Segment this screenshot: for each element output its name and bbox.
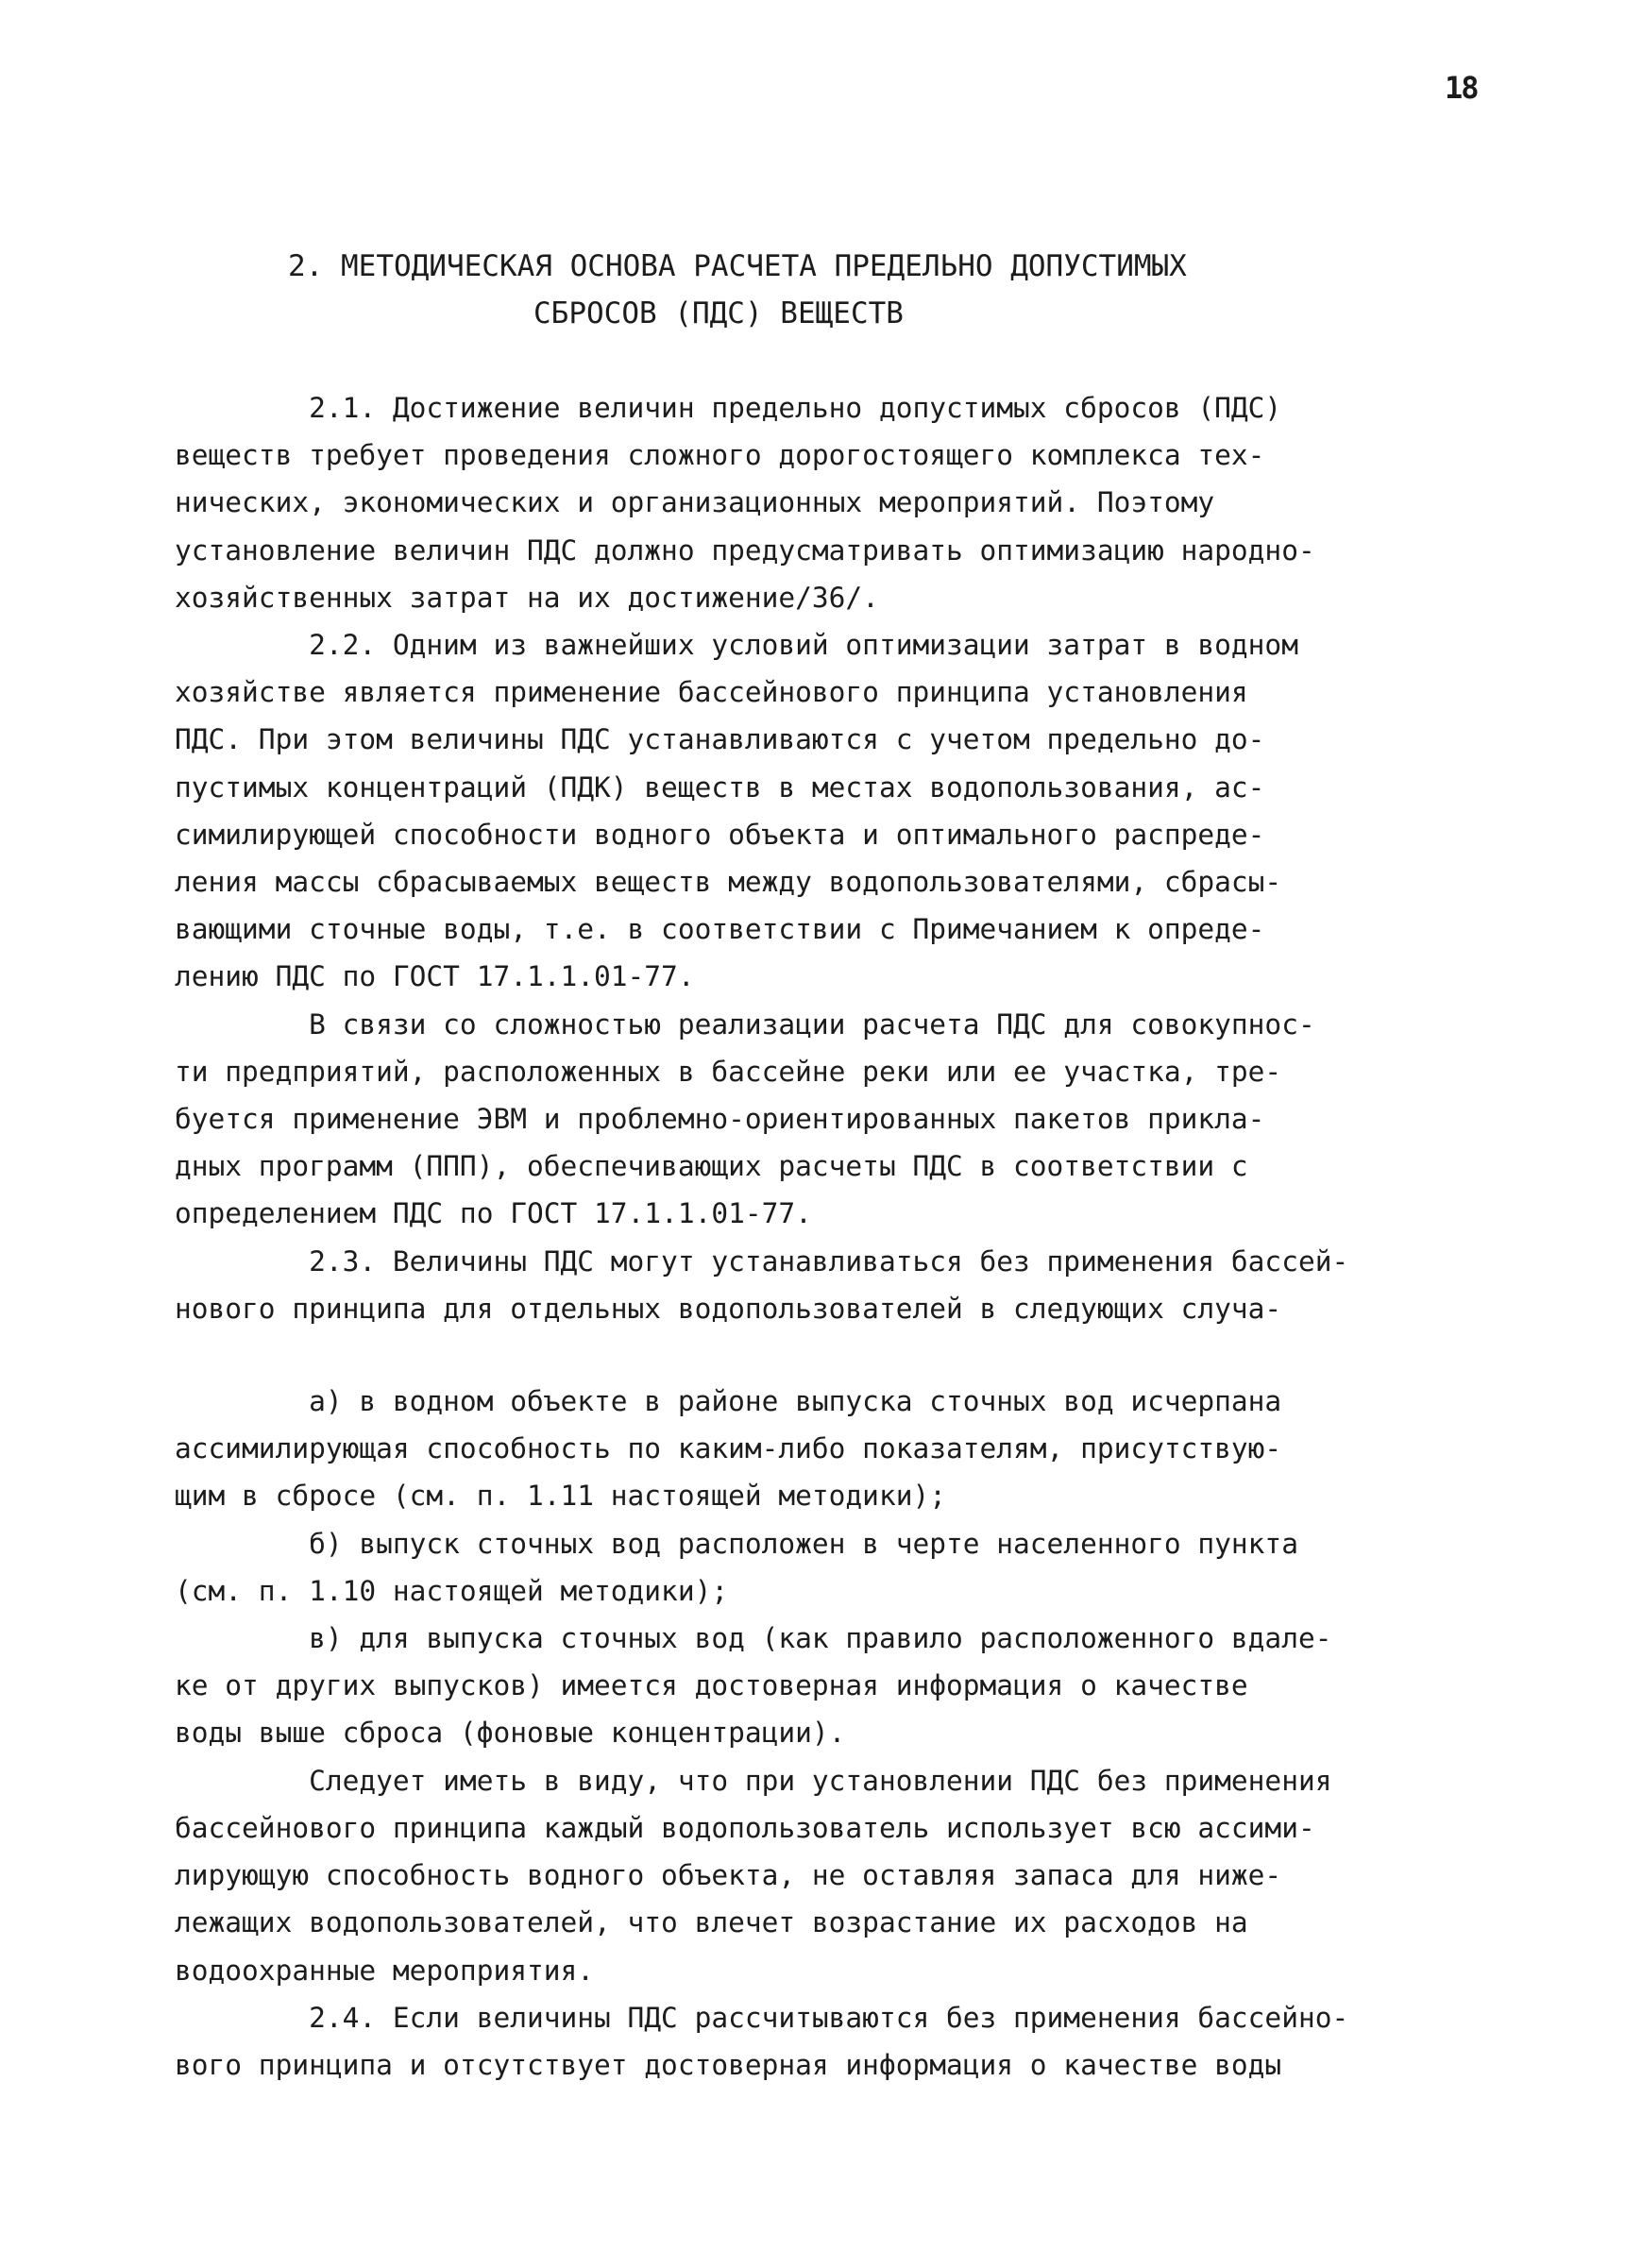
text-line: хозяйстве является применение бассейнового принципа установления — [175, 676, 1248, 709]
text-line: 2.4. Если величины ПДС рассчитываются без применения бассейно- — [175, 2001, 1349, 2034]
text-line: (см. п. 1.10 настоящей методики); — [175, 1574, 729, 1607]
text-line: бассейнового принципа каждый водопользователь использует всю ассими- — [175, 1811, 1315, 1844]
section-title-line-2: СБРОСОВ (ПДС) ВЕЩЕСТВ — [533, 296, 904, 330]
page-number: 18 — [1445, 70, 1478, 106]
text-line: дных программ (ППП), обеспечивающих расчеты ПДС в соответствии с — [175, 1150, 1248, 1183]
text-line: лирующую способность водного объекта, не оставляя запаса для ниже- — [175, 1859, 1282, 1892]
text-line: буется применение ЭВМ и проблемно-ориентированных пакетов прикла- — [175, 1103, 1265, 1136]
text-line: в) для выпуска сточных вод (как правило расположенного вдале- — [175, 1622, 1332, 1655]
section-title-line-1: 2. МЕТОДИЧЕСКАЯ ОСНОВА РАСЧЕТА ПРЕДЕЛЬНО ДОПУСТИМЫХ — [288, 249, 1187, 283]
text-line: ассимилирующая способность по каким-либо показателям, присутствую- — [175, 1432, 1282, 1465]
text-line: лению ПДС по ГОСТ 17.1.1.01-77. — [175, 960, 695, 993]
body-text — [175, 384, 1468, 2089]
paragraph-gap — [175, 1332, 1468, 1378]
text-line: пустимых концентраций (ПДК) веществ в местах водопользования, ас- — [175, 770, 1265, 804]
text-line: 2.2. Одним из важнейших условий оптимизации затрат в водном — [175, 629, 1298, 662]
text-line: ти предприятий, расположенных в бассейне реки или ее участка, тре- — [175, 1055, 1282, 1088]
section-title — [0, 243, 1642, 337]
text-line: 2.3. Величины ПДС могут устанавливаться без применения бассей- — [175, 1244, 1349, 1278]
text-line: ке от других выпусков) имеется достоверная информация о качестве — [175, 1669, 1248, 1702]
text-line: Следует иметь в виду, что при установлении ПДС без применения — [175, 1764, 1332, 1797]
text-line: симилирующей способности водного объекта и оптимального распреде- — [175, 818, 1265, 851]
text-line: водоохранные мероприятия. — [175, 1954, 595, 1987]
text-line: воды выше сброса (фоновые концентрации). — [175, 1717, 846, 1750]
text-line: веществ требует проведения сложного дорогостоящего комплекса тех- — [175, 439, 1265, 472]
text-line: вого принципа и отсутствует достоверная информация о качестве воды — [175, 2048, 1282, 2081]
text-line: а) в водном объекте в районе выпуска сточных вод исчерпана — [175, 1385, 1282, 1418]
text-line: б) выпуск сточных вод расположен в черте населенного пункта — [175, 1527, 1298, 1560]
text-line: нового принципа для отдельных водопользователей в следующих случа- — [175, 1292, 1282, 1325]
text-line: вающими сточные воды, т.е. в соответствии с Примечанием к опреде- — [175, 913, 1265, 946]
text-line: установление величин ПДС должно предусматривать оптимизацию народно- — [175, 533, 1315, 567]
text-line: щим в сбросе (см. п. 1.11 настоящей методики); — [175, 1480, 946, 1513]
text-line: В связи со сложностью реализации расчета ПДС для совокупнос- — [175, 1007, 1315, 1041]
text-line: определением ПДС по ГОСТ 17.1.1.01-77. — [175, 1197, 812, 1230]
text-line: ления массы сбрасываемых веществ между водопользователями, сбрасы- — [175, 866, 1282, 899]
text-line: нических, экономических и организационных мероприятий. Поэтому — [175, 486, 1215, 519]
text-line: 2.1. Достижение величин предельно допустимых сбросов (ПДС) — [175, 392, 1282, 424]
text-line: ПДС. При этом величины ПДС устанавливаются с учетом предельно до- — [175, 723, 1265, 756]
text-line: хозяйственных затрат на их достижение/36/. — [175, 581, 879, 614]
text-line: лежащих водопользователей, что влечет возрастание их расходов на — [175, 1906, 1248, 1939]
